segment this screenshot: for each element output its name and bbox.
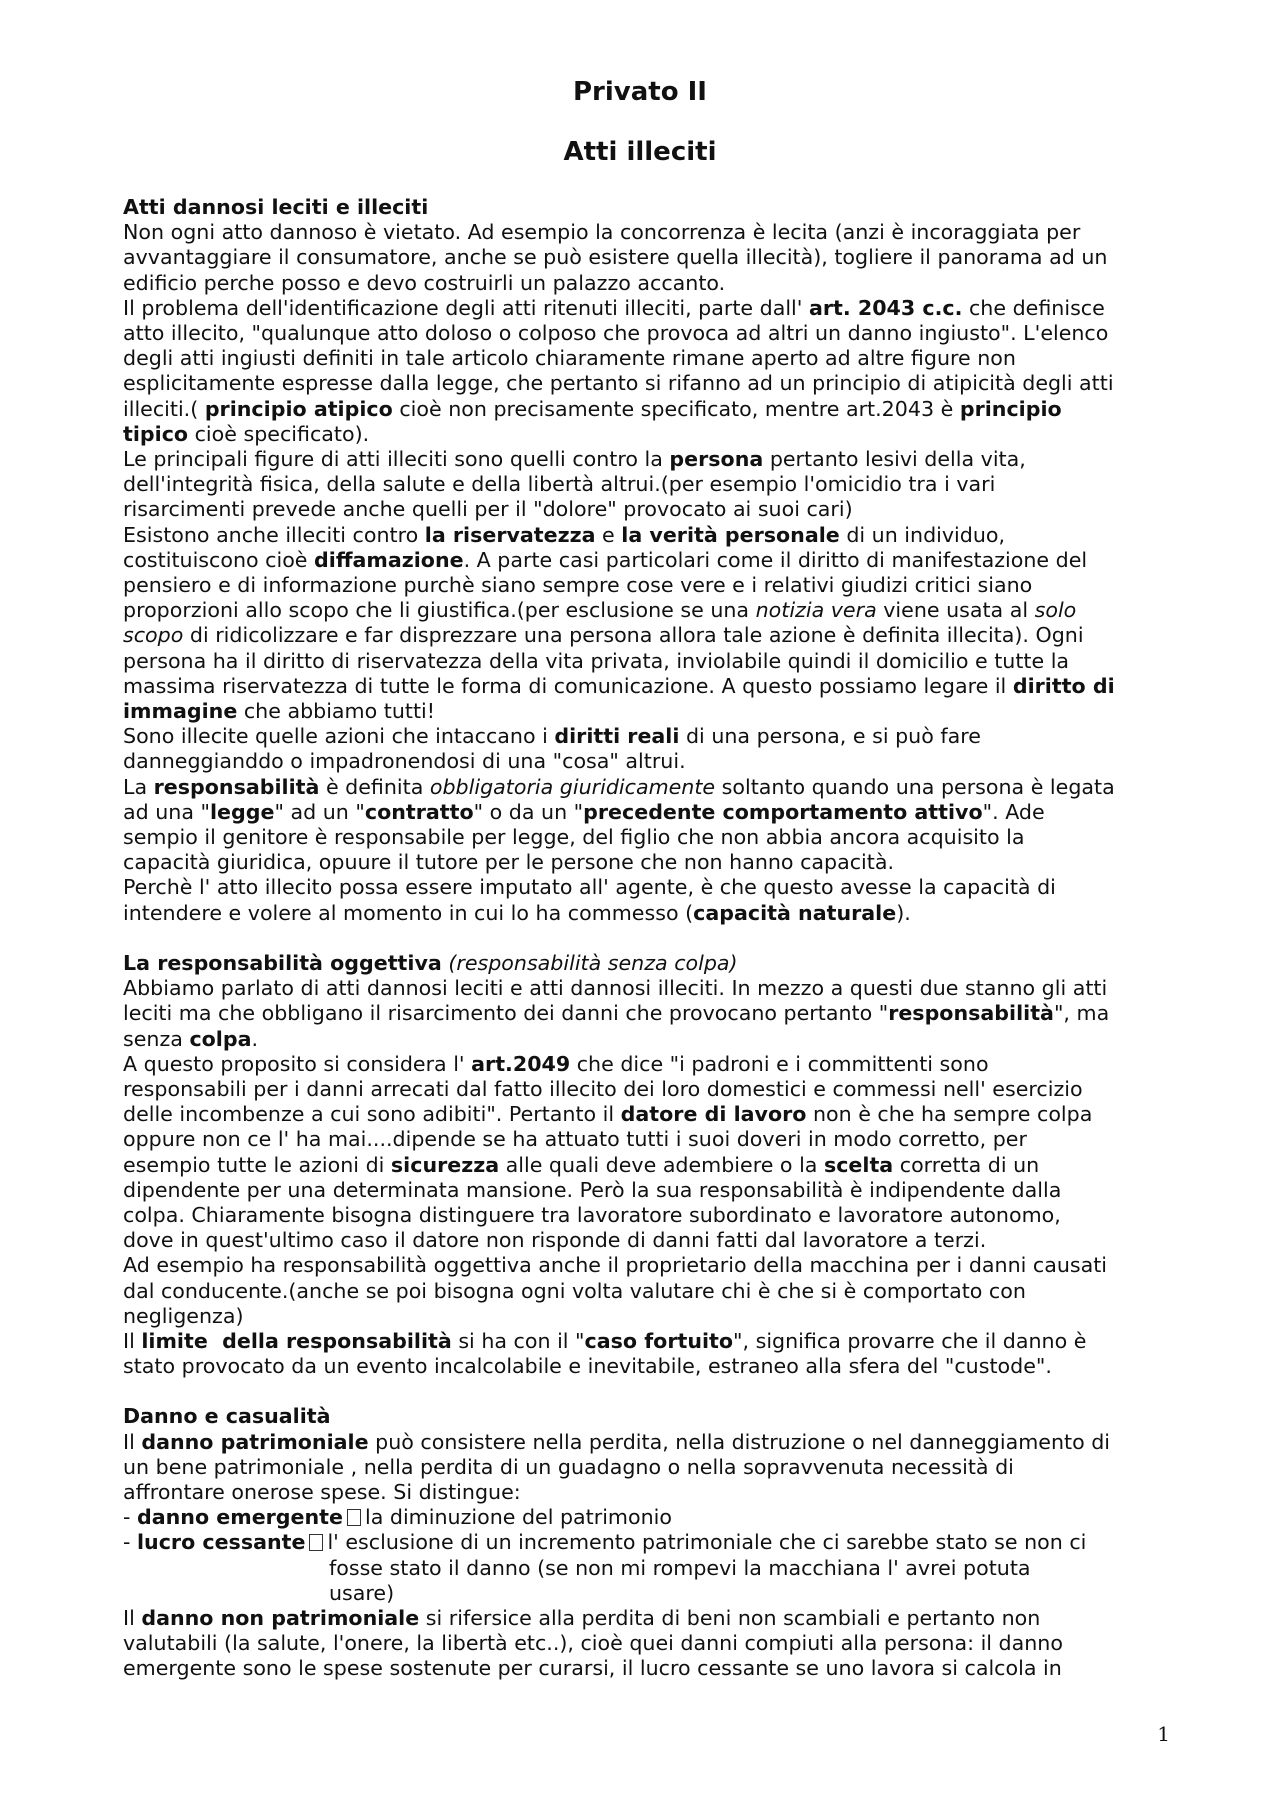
paragraph: Le principali figure di atti illeciti sono quelli contro la persona pertanto lesivi della vita, dell'integrità fisica, della salute e della libertà altrui.(per esempio l'omicidio tra i vari risarcimenti prevede anche quelli per il "dolore" provocato ai suoi cari)	[123, 447, 1026, 522]
paragraph: Il danno non patrimoniale si rifersice alla perdita di beni non scambiali e pertanto non valutabili (la salute, l'onere, la libertà etc..), cioè quei danni compiuti alla persona: il danno emergente sono le spese sostenute per curarsi, il lucro cessante se uno lavora si calcola in	[123, 1605, 1063, 1681]
missing-glyph-icon	[347, 1509, 361, 1526]
page-number: 1	[1157, 1722, 1170, 1746]
list-item: - lucro cessante l' esclusione di un incremento patrimoniale che ci sarebbe stato se non ci	[123, 1530, 1087, 1555]
page-title: Privato II	[573, 77, 707, 107]
paragraph: Abbiamo parlato di atti dannosi leciti e atti dannosi illeciti. In mezzo a questi due stanno gli atti leciti ma che obbligano il risarcimento dei danni che provocano pertanto "responsabilità", ma senza colpa.	[123, 976, 1110, 1051]
document-body	[123, 195, 1171, 1682]
paragraph: Sono illecite quelle azioni che intaccano i diritti reali di una persona, e si può fare danneggianddo o impadronendosi di una "cosa" altrui.	[123, 724, 981, 774]
paragraph: Non ogni atto dannoso è vietato. Ad esempio la concorrenza è lecita (anzi è incoraggiata per avvantaggiare il consumatore, anche se può esistere quella illecità), togliere il panorama ad un edificio perche posso e devo costruirli un palazzo accanto.	[123, 220, 1108, 295]
paragraph: A questo proposito si considera l' art.2049 che dice "i padroni e i committenti sono responsabili per i danni arrecati dal fatto illecito dei loro domestici e commessi nell' esercizio delle incombenze a cui sono adibiti". Pertanto il datore di lavoro non è che ha sempre colpa oppure non ce l' ha mai....dipende se ha attuato tutti i suoi doveri in modo corretto, per esempio tutte le azioni di sicurezza alle quali deve adembiere o la scelta corretta di un dipendente per una determinata mansione. Però la sua responsabilità è indipendente dalla colpa. Chiaramente bisogna distinguere tra lavoratore subordinato e lavoratore autonomo, dove in quest'ultimo caso il datore non risponde di danni fatti dal lavoratore a terzi. Ad esempio ha responsabilità oggettiva anche il proprietario della macchina per i danni causati dal conducente.(anche se poi bisogna ogni volta valutare chi è che si è comportato con negligenza)	[123, 1051, 1108, 1328]
section-heading: Atti dannosi leciti e illeciti	[123, 195, 429, 219]
page-subtitle: Atti illeciti	[563, 137, 717, 167]
paragraph: Il danno patrimoniale può consistere nella perdita, nella distruzione o nel danneggiamento di un bene patrimoniale , nella perdita di un guadagno o nella sopravvenuta necessità di affrontare onerose spese. Si distingue:	[123, 1429, 1111, 1504]
paragraph: La responsabilità è definita obbligatoria giuridicamente soltanto quando una persona è legata ad una "legge" ad un "contratto" o da un "precedente comportamento attivo". Ade sempio il genitore è responsabile per legge, del figlio che non abbia ancora acquisito la capacità giuridica, opuure il tutore per le persone che non hanno capacità. Perchè l' atto illecito possa essere imputato all' agente, è che questo avesse la capacità di intendere e volere al momento in cui lo ha commesso (capacità naturale).	[123, 774, 1115, 925]
paragraph: Esistono anche illeciti contro la riservatezza e la verità personale di un individuo, costituiscono cioè diffamazione. A parte casi particolari come il diritto di manifestazione del pensiero e di informazione purchè siano sempre cose vere e i relativi giudizi critici siano proporzioni allo scopo che li giustifica.(per esclusione se una notizia vera viene usata al solo scopo di ridicolizzare e far disprezzare una persona allora tale azione è definita illecita). Ogni persona ha il diritto di riservatezza della vita privata, inviolabile quindi il domicilio e tutte la massima riservatezza di tutte le forma di comunicazione. A questo possiamo legare il diritto di immagine che abbiamo tutti!	[123, 522, 1115, 724]
missing-glyph-icon	[309, 1534, 323, 1551]
section-heading: Danno e casualità	[123, 1404, 331, 1429]
section-heading: La responsabilità oggettiva (responsabilità senza colpa)	[123, 950, 738, 975]
paragraph: Il problema dell'identificazione degli atti ritenuti illeciti, parte dall' art. 2043 c.c. che definisce atto illecito, "qualunque atto doloso o colposo che provoca ad altri un danno ingiusto". L'elenco degli atti ingiusti definiti in tale articolo chiaramente rimane aperto ad altre figure non esplicitamente espresse dalla legge, che pertanto si rifanno ad un principio di atipicità degli atti illeciti.( principio atipico cioè non precisamente specificato, mentre art.2043 è principio tipico cioè specificato).	[123, 295, 1114, 446]
paragraph: Il limite della responsabilità si ha con il "caso fortuito", significa provarre che il danno è stato provocato da un evento incalcolabile e inevitabile, estraneo alla sfera del "custode".	[123, 1328, 1087, 1379]
list-item-continuation: fosse stato il danno (se non mi rompevi la macchiana l' avrei potuta usare)	[329, 1555, 1031, 1605]
list-item: - danno emergente la diminuzione del patrimonio	[123, 1505, 672, 1530]
